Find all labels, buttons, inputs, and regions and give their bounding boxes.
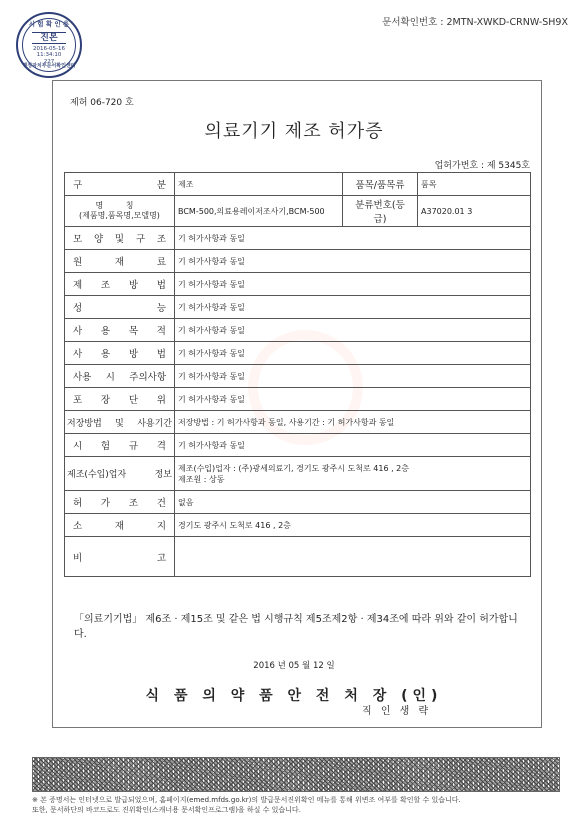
business-permit-number: 업허가번호 : 제 5345호 bbox=[434, 161, 530, 171]
value-classification: A37020.01 3 bbox=[418, 196, 531, 227]
label-remarks: 비 고 bbox=[65, 537, 175, 577]
notice-line-2: 또한, 문서하단의 바코드로도 진위확인(스캐너용 문서확인프로그램)을 하실 수 있습니다. bbox=[32, 805, 301, 814]
verification-notice bbox=[32, 796, 572, 816]
label-test-spec: 시 험 규 격 bbox=[65, 434, 175, 457]
value-packaging-unit: 기 허가사항과 동일 bbox=[175, 388, 531, 411]
value-manufacturing-method: 기 허가사항과 동일 bbox=[175, 273, 531, 296]
value-purpose: 기 허가사항과 동일 bbox=[175, 319, 531, 342]
maker-line-1: 제조(수입)업자 : (주)광세의료기, 경기도 광주시 도척로 416 , 2층 bbox=[178, 463, 409, 473]
table-row bbox=[65, 196, 531, 227]
value-shape-structure: 기 허가사항과 동일 bbox=[175, 227, 531, 250]
label-location: 소 재 지 bbox=[65, 514, 175, 537]
label-manufacturing-method: 제 조 방 법 bbox=[65, 273, 175, 296]
label-purpose: 사 용 목 적 bbox=[65, 319, 175, 342]
table-row bbox=[65, 273, 531, 296]
label-precautions: 사용 시 주의사항 bbox=[65, 365, 175, 388]
value-category: 제조 bbox=[175, 173, 343, 196]
label-storage-period: 저장방법 및 사용기간 bbox=[65, 411, 175, 434]
value-performance: 기 허가사항과 동일 bbox=[175, 296, 531, 319]
table-row bbox=[65, 250, 531, 273]
value-remarks bbox=[175, 537, 531, 577]
value-product-name: BCM-500,의료용레이저조사기,BCM-500 bbox=[175, 196, 343, 227]
label-performance: 성 능 bbox=[65, 296, 175, 319]
label-product-name bbox=[65, 196, 175, 227]
table-row bbox=[65, 365, 531, 388]
seal-top-text: 시 험 확 인 용 bbox=[28, 20, 70, 28]
value-storage-period: 저장방법 : 기 허가사항과 동일, 사용기간 : 기 허가사항과 동일 bbox=[175, 411, 531, 434]
label-item-type: 품목/품목류 bbox=[343, 173, 418, 196]
maker-line-2: 제조원 : 상동 bbox=[178, 474, 225, 484]
table-row bbox=[65, 342, 531, 365]
table-row bbox=[65, 434, 531, 457]
label-classification: 분류번호(등급) bbox=[343, 196, 418, 227]
seal-bottom-text: 행정자치부문서확인센터 bbox=[22, 63, 76, 70]
label-product-name-main: 명 칭 bbox=[95, 201, 144, 210]
table-row bbox=[65, 514, 531, 537]
value-usage-method: 기 허가사항과 동일 bbox=[175, 342, 531, 365]
table-row bbox=[65, 388, 531, 411]
value-conditions: 없음 bbox=[175, 491, 531, 514]
table-row bbox=[65, 457, 531, 491]
seal-code-line: 227 bbox=[43, 58, 55, 65]
label-shape-structure: 모 양 및 구 조 bbox=[65, 227, 175, 250]
table-row bbox=[65, 411, 531, 434]
value-test-spec: 기 허가사항과 동일 bbox=[175, 434, 531, 457]
page-title: 의료기기 제조 허가증 bbox=[204, 121, 384, 142]
label-packaging-unit: 포 장 단 위 bbox=[65, 388, 175, 411]
value-maker-info bbox=[175, 457, 531, 491]
document-confirmation-number: 문서확인번호 : 2MTN-XWKD-CRNW-SH9X bbox=[382, 17, 568, 28]
table-row bbox=[65, 491, 531, 514]
permit-number: 제허 06-720 호 bbox=[70, 98, 134, 108]
approval-statement: 「의료기기법」 제6조 · 제15조 및 같은 법 시행규칙 제5조제2항 · 제34조에 따라 위와 같이 허가합니다. bbox=[74, 614, 518, 640]
permit-details-table bbox=[64, 172, 531, 577]
value-location: 경기도 광주시 도척로 416 , 2층 bbox=[175, 514, 531, 537]
table-row bbox=[65, 227, 531, 250]
value-item-type: 품목 bbox=[418, 173, 531, 196]
issue-date: 2016 년 05 월 12 일 bbox=[253, 661, 335, 671]
label-usage-method: 사 용 방 법 bbox=[65, 342, 175, 365]
value-raw-material: 기 허가사항과 동일 bbox=[175, 250, 531, 273]
table-row bbox=[65, 296, 531, 319]
seal-main-text: 진본 bbox=[32, 32, 66, 44]
seal-time-line: 11:34:10 bbox=[36, 52, 62, 59]
label-category: 구 분 bbox=[65, 173, 175, 196]
verification-barcode-icon bbox=[32, 757, 560, 792]
issuing-authority: 식 품 의 약 품 안 전 처 장 (인) bbox=[145, 688, 443, 704]
table-row bbox=[65, 537, 531, 577]
seal-date-line: 2016-05-16 bbox=[33, 46, 65, 52]
label-conditions: 허 가 조 건 bbox=[65, 491, 175, 514]
label-maker-info: 제조(수입)업자 정보 bbox=[65, 457, 175, 491]
table-row bbox=[65, 319, 531, 342]
table-row bbox=[65, 173, 531, 196]
label-product-name-sub: (제품명,품목명,모델명) bbox=[79, 211, 160, 220]
value-precautions: 기 허가사항과 동일 bbox=[175, 365, 531, 388]
seal-omitted-note: 직 인 생 략 bbox=[362, 706, 432, 717]
notice-line-1: ※ 본 증명서는 인터넷으로 발급되었으며, 홈페이지(emed.mfds.go.kr)의 발급문서진위확인 메뉴를 통해 위변조 여부를 확인할 수 있습니다. bbox=[32, 796, 461, 804]
label-raw-material: 원 재 료 bbox=[65, 250, 175, 273]
authenticity-seal-icon bbox=[16, 12, 82, 78]
